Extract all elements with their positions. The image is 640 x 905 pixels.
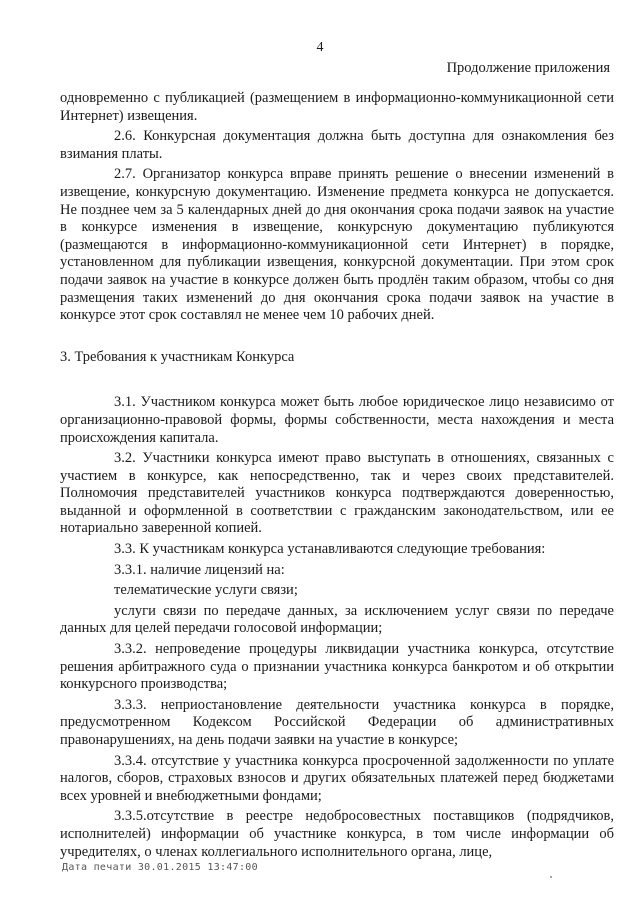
continuation-note: Продолжение приложения [446, 60, 610, 76]
print-date-footer: Дата печати 30.01.2015 13:47:00 [62, 862, 258, 873]
paragraph-3-3-1: 3.3.1. наличие лицензий на: [114, 561, 285, 578]
paragraph-3-3-2: 3.3.2. непроведение процедуры ликвидации участника конкурса, отсутствие решения арбитражного суда о признании участника конкурса банкротом и об открытии конкурсного производства; [60, 641, 614, 693]
page-number: 4 [316, 40, 324, 55]
paragraph-3-3-4: 3.3.4. отсутствие у участника конкурса просроченной задолженности по уплате налогов, сборов, страховых взносов и других обязательных платежей перед бюджетами всех уровней и внебюджетными фондами; [60, 752, 614, 804]
paragraph-2-7: 2.7. Организатор конкурса вправе принять решение о внесении изменений в извещение, конкурсную документацию. Изменение предмета конкурса не допускается. Не позднее чем за 5 календарных дней до дня окончания срока подачи заявок на участие в конкурсе изменения в извещение, конкурсную документацию публикуются (размещаются в информационно-коммуникационной сети Интернет) в порядке, установленном для публикации извещения, конкурсной документации. При этом срок подачи заявок на участие в конкурсе должен быть продлён таким образом, чтобы со дня размещения таких изменений до дня окончания срока подачи заявок на участие в конкурсе этот срок составлял не менее чем 10 рабочих дней. [60, 166, 614, 324]
paragraph-3-2: 3.2. Участники конкурса имеют право выступать в отношениях, связанных с участием в конкурсе, как непосредственно, так и через своих представителей. Полномочия представителей участников конкурса подтверждаются доверенностью, выданной и оформленной в соответствии с гражданским законодательством, или ее нотариально заверенной копией. [60, 450, 614, 537]
list-item-telematic: телематические услуги связи; [114, 582, 298, 599]
paragraph-2-6: 2.6. Конкурсная документация должна быть доступна для ознакомления без взимания платы. [60, 128, 614, 162]
section-title: 3. Требования к участникам Конкурса [60, 348, 295, 365]
list-item-data-services: услуги связи по передаче данных, за исключением услуг связи по передаче данных для целей передачи голосовой информации; [60, 602, 614, 637]
document-body [60, 90, 614, 861]
paragraph-continued: одновременно с публикацией (размещением в информационно-коммуникационной сети Интернет) извещения. [60, 90, 614, 124]
scan-mark [550, 876, 552, 878]
paragraph-3-3-5: 3.3.5.отсутствие в реестре недобросовестных поставщиков (подрядчиков, исполнителей) информации об участнике конкурса, в том числе информации об учредителях, о членах коллегиального исполнительного органа, лице, [60, 808, 614, 860]
paragraph-3-3: 3.3. К участникам конкурса устанавливаются следующие требования: [114, 541, 546, 558]
paragraph-3-3-3: 3.3.3. неприостановление деятельности участника конкурса в порядке, предусмотренном Кодексом Российской Федерации об административных правонарушениях, на день подачи заявки на участие в конкурсе; [60, 696, 614, 748]
paragraph-3-1: 3.1. Участником конкурса может быть любое юридическое лицо независимо от организационно-правовой формы, формы собственности, места нахождения и места происхождения капитала. [60, 394, 614, 446]
